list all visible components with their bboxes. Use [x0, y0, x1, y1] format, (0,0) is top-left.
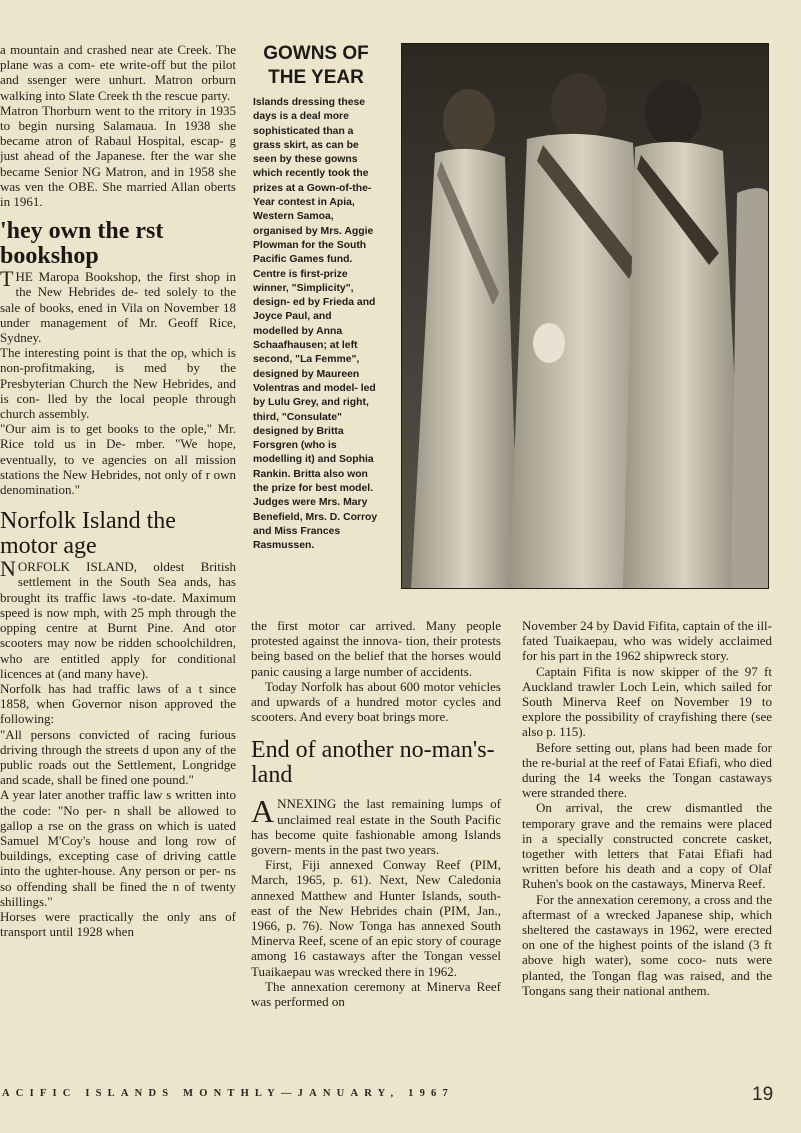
annex-paragraph-2: First, Fiji annexed Conway Reef (PIM, March, 1965, p. 61). Next, New Caledonia annexed Matthew and Hunter Islands, south-east of the New Hebrides chain (PIM, Jan., 1966, p. 76). Now Tonga has annexed South Minerva Reef, scene of an epic story of courage among 16 castaways after the Tongan vessel Tuaikaepau was wrecked there in 1962. — [251, 857, 501, 979]
motor-paragraph-1: the first motor car arrived. Many people protested against the innova- tion, their protests being based on the belief that the horses would panic causing a large number of accidents. — [251, 618, 501, 679]
norfolk-headline: Norfolk Island the motor age — [0, 508, 176, 560]
running-footer: ACIFIC ISLANDS MONTHLY—JANUARY, 1967 — [2, 1088, 454, 1099]
annex-paragraph-3: The annexation ceremony at Minerva Reef was performed on — [251, 978, 501, 1010]
fifita-paragraph-4: On arrival, the crew dismantled the temporary grave and the remains were placed in a specially constructed concrete casket, together with letters that Fatai Efiafi had written before his death and a copy of Olaf Ruhen's book on the castaways, Minerva Reef. — [522, 800, 772, 892]
bookshop-paragraph-3: "Our aim is to get books to the ople," Mr. Rice told us in De- mber. "We hope, eventually, to ve agencies on all mission stations the New Hebrides, not only of r own denomination." — [0, 421, 236, 498]
fifita-paragraph-5: For the annexation ceremony, a cross and the aftermast of a wrecked Japanese ship, which sheltered the castaways in 1962, were erected on one of the highest points of the island (3 ft above high water), some coco- nuts were planted, the Tongan flag was raised, and the Tongans sang their national anthem. — [522, 891, 772, 998]
bookshop-headline: 'hey own the rst bookshop — [0, 218, 164, 270]
bookshop-paragraph-1: THE Maropa Bookshop, the first shop in the New Hebrides de- ted solely to the sale of books, ened in Vila on November 18 under management of Mr. Geoff Rice, Sydney. — [0, 266, 236, 346]
matron-paragraph-1: a mountain and crashed near ate Creek. The plane was a com- ete write-off but the pilot and ssenger were unhurt. Matron orburn walking into Slate Creek th the rescue party. — [0, 42, 236, 103]
norfolk-paragraph-5: Horses were practically the only ans of transport until 1928 when — [0, 908, 236, 940]
matron-paragraph-2: Matron Thorburn went to the rritory in 1935 to begin nursing Salamaua. In 1938 she became atron of Rabaul Hospital, escap- g just ahead of the Japanese. fter the war she became Senior NG Matron, and in 1958 she was ven the OBE. She married Allan oberts in 1961. — [0, 102, 236, 210]
page-footer — [0, 1080, 801, 1114]
norfolk-paragraph-3: "All persons convicted of racing furious driving through the streets d upon any of the public roads out the Settlement, Longridge and scade, shall be fined one pound." — [0, 726, 236, 788]
end-of-no-mans-land-headline: End of another no-man's-land — [251, 737, 495, 789]
column-1 — [0, 42, 236, 1072]
column-3 — [251, 618, 501, 1073]
gowns-column — [253, 42, 379, 597]
norfolk-paragraph-1: NORFOLK ISLAND, oldest British settlement in the South Sea ands, has brought its traffic laws -to-date. Maximum speed is now mph, with 25 mph through the opping centre at Burnt Pine. And otor scooters may now be ridden schoolchildren, who are entitled apply for conditional licences at (and many have). — [0, 556, 236, 681]
bookshop-paragraph-2: The interesting point is that the op, which is non-profitmaking, is med by the Presbyterian Church the New Hebrides, and is con- lled by the local people through church assembly. — [0, 345, 236, 422]
fifita-paragraph-2: Captain Fifita is now skipper of the 97 ft Auckland trawler Loch Lein, which sailed for South Minerva Reef on November 19 to explore the possibility of crayfishing there (see also p. 115). — [522, 663, 772, 740]
fifita-paragraph-3: Before setting out, plans had been made for the re-burial at the reef of Fatai Efiafi, who died during the 14 weeks the Tongan castaways were stranded there. — [522, 739, 772, 801]
norfolk-paragraph-4: A year later another traffic law s written into the code: "No per- n shall be allowed to gallop a rse on the grass on which is uated Samuel M'Coy's house and long row of buildings, excepting case of driving cattle into the ughter-house. Any person or per- ns so offending shall be fined the n of twenty shillings." — [0, 787, 236, 909]
gowns-photo-image — [401, 43, 769, 589]
gowns-caption: Islands dressing these days is a deal more sophisticated than a grass skirt, as can be seen by these gowns which recently took the prizes at a Gown-of-the-Year contest in Apia, Western Samoa, organised by Mrs. Aggie Plowman for the South Pacific Games fund. Centre is first-prize winner, "Simplicity", design- ed by Frieda and Joyce Paul, and modelled by Anna Schaafhausen; at left second, "La Femme", designed by Maureen Volentras and model- led by Lulu Grey, and right, third, "Consulate" designed by Britta Forsgren (who is modelling it) and Sophia Rankin. Britta also won the prize for best model. Judges were Mrs. Mary Benefield, Mrs. D. Corroy and Miss Frances Rasmussen. — [253, 97, 378, 552]
bookshop-dropcap: T — [0, 266, 14, 292]
column-4 — [522, 618, 772, 1073]
motor-paragraph-2: Today Norfolk has about 600 motor vehicles and upwards of a hundred motor cycles and scooters. And every boat brings more. — [251, 678, 501, 725]
fifita-paragraph-1: November 24 by David Fifita, captain of the ill-fated Tuaikaepau, who was widely acclaimed for his part in the 1962 shipwreck story. — [522, 618, 772, 664]
page-number: 19 — [752, 1084, 774, 1105]
gowns-headline: GOWNS OF THE YEAR — [263, 43, 369, 88]
gowns-photograph — [401, 43, 769, 589]
annex-paragraph-1: ANNEXING the last remaining lumps of unclaimed real estate in the South Pacific has become quite fashionable among Islands govern- ments in the past two years. — [251, 793, 501, 858]
norfolk-dropcap: N — [0, 556, 16, 582]
annex-dropcap: A — [251, 793, 275, 830]
norfolk-paragraph-2: Norfolk has had traffic laws of a t since 1858, when Governor nison approved the following: — [0, 680, 236, 727]
